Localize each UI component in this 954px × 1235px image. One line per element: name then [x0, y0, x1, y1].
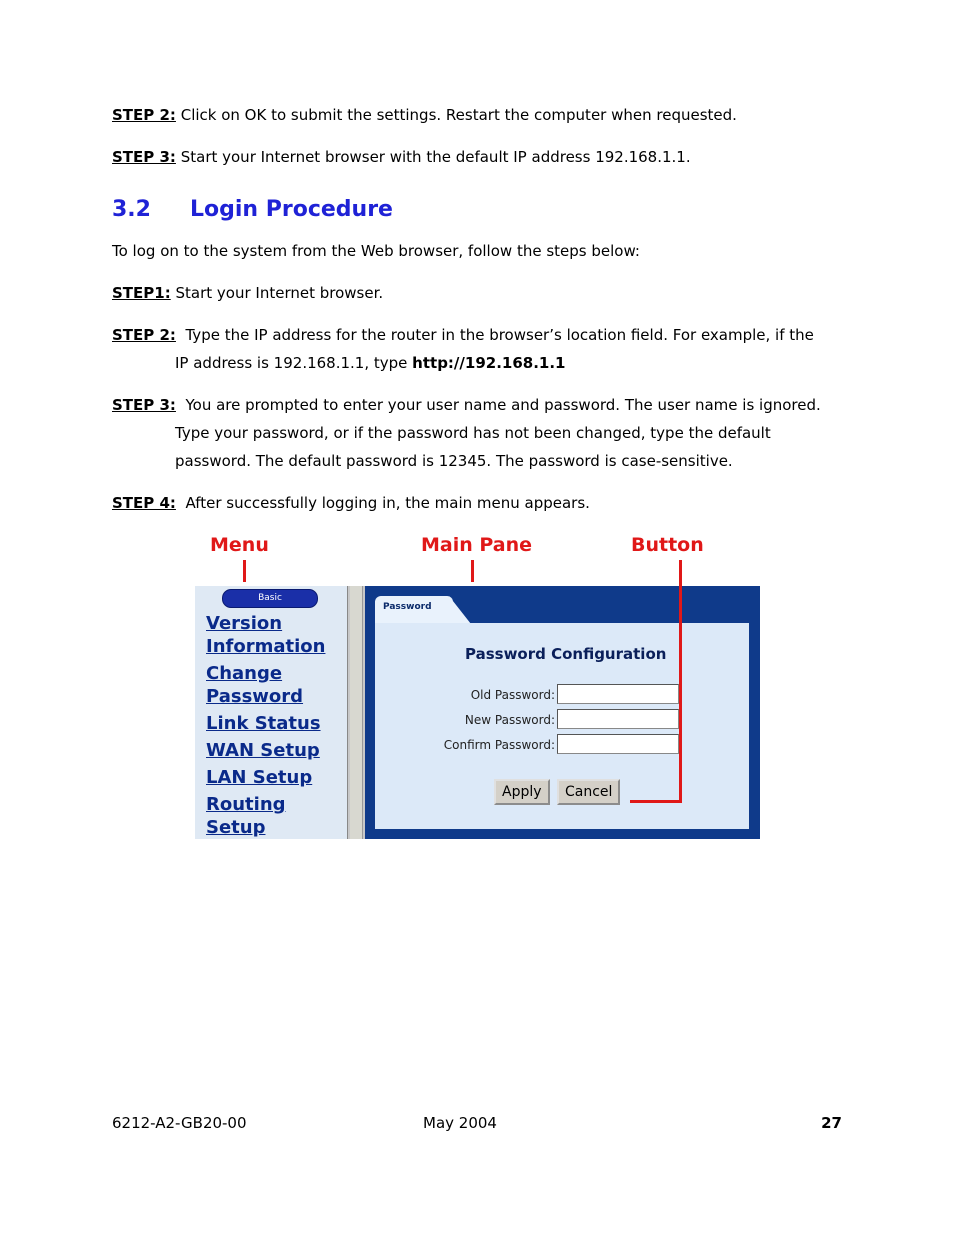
paragraph-step1: [112, 279, 842, 307]
step-text: Click on OK to submit the settings. Restart the computer when requested.: [180, 106, 737, 124]
step-label: STEP 3:: [112, 148, 176, 166]
main-menu-figure: [195, 530, 760, 840]
menu-link-wan-setup[interactable]: WAN Setup: [206, 740, 320, 761]
callout-main-pane-line: [471, 560, 474, 582]
old-password-field[interactable]: [557, 684, 679, 704]
step-text: Type the IP address for the router in the browser’s location field. For example, if the: [185, 326, 814, 344]
menu-link-link-status[interactable]: Link Status: [206, 713, 321, 734]
apply-button[interactable]: Apply: [494, 779, 550, 805]
main-pane: [365, 586, 760, 839]
step-label: STEP1:: [112, 284, 171, 302]
menu-link-version-information[interactable]: Version Information: [206, 613, 326, 657]
section-number: 3.2: [112, 197, 151, 222]
old-password-row: [415, 684, 715, 706]
page-footer: [112, 1114, 842, 1136]
tab-edge: [449, 596, 471, 624]
confirm-password-label: Confirm Password:: [443, 738, 555, 752]
section-heading: [112, 197, 393, 222]
step-label: STEP 2:: [112, 326, 176, 344]
new-password-field[interactable]: [557, 709, 679, 729]
confirm-password-field[interactable]: [557, 734, 679, 754]
menu-pane: [195, 586, 347, 839]
step-text-continued: IP address is 192.168.1.1, type: [175, 354, 408, 372]
panel-title: Password Configuration: [465, 645, 667, 663]
section-title: Login Procedure: [190, 197, 393, 222]
step-text: After successfully logging in, the main menu appears.: [185, 494, 590, 512]
tab-password-label: Password: [383, 602, 432, 612]
callout-main-pane: Main Pane: [421, 534, 533, 556]
step-label: STEP 3:: [112, 396, 176, 414]
callout-button: Button: [631, 534, 704, 556]
confirm-password-row: [415, 734, 715, 756]
step-text: Start your Internet browser with the default IP address 192.168.1.1.: [180, 148, 691, 166]
step-text-line2: Type your password, or if the password has not been changed, type the default: [175, 424, 771, 442]
paragraph-step4: [112, 489, 842, 517]
step-text: Start your Internet browser.: [175, 284, 384, 302]
step-text: You are prompted to enter your user name and password. The user name is ignored.: [185, 396, 821, 414]
paragraph-step3-browser: [112, 143, 842, 171]
scrollbar-thumb[interactable]: [350, 586, 363, 839]
menu-scrollbar[interactable]: [347, 586, 366, 839]
old-password-label: Old Password:: [470, 688, 555, 702]
callout-menu-line: [243, 560, 246, 582]
new-password-row: [415, 709, 715, 731]
step-text-line3: password. The default password is 12345. The password is case-sensitive.: [175, 452, 733, 470]
intro-paragraph: To log on to the system from the Web browser, follow the steps below:: [112, 242, 640, 260]
footer-doc-id: 6212-A2-GB20-00: [112, 1114, 247, 1132]
step-label: STEP 2:: [112, 106, 176, 124]
new-password-label: New Password:: [464, 713, 555, 727]
footer-date: May 2004: [423, 1114, 497, 1132]
callout-button-line-vertical: [679, 560, 682, 803]
step-label: STEP 4:: [112, 494, 176, 512]
menu-list: [206, 612, 341, 839]
menu-link-change-password[interactable]: Change Password: [206, 663, 304, 707]
paragraph-step3-password: [112, 391, 842, 475]
footer-page-number: 27: [821, 1114, 842, 1132]
menu-section-basic[interactable]: Basic: [222, 589, 318, 608]
menu-link-lan-setup[interactable]: LAN Setup: [206, 767, 313, 788]
paragraph-step2-ip: [112, 321, 842, 377]
callout-menu: Menu: [210, 534, 269, 556]
callout-button-line-horizontal: [630, 800, 682, 803]
menu-link-routing-setup[interactable]: Routing Setup: [206, 794, 286, 838]
cancel-button[interactable]: Cancel: [557, 779, 620, 805]
password-panel: [375, 623, 749, 829]
example-url: http://192.168.1.1: [412, 354, 566, 372]
paragraph-step2-submit: [112, 101, 842, 129]
